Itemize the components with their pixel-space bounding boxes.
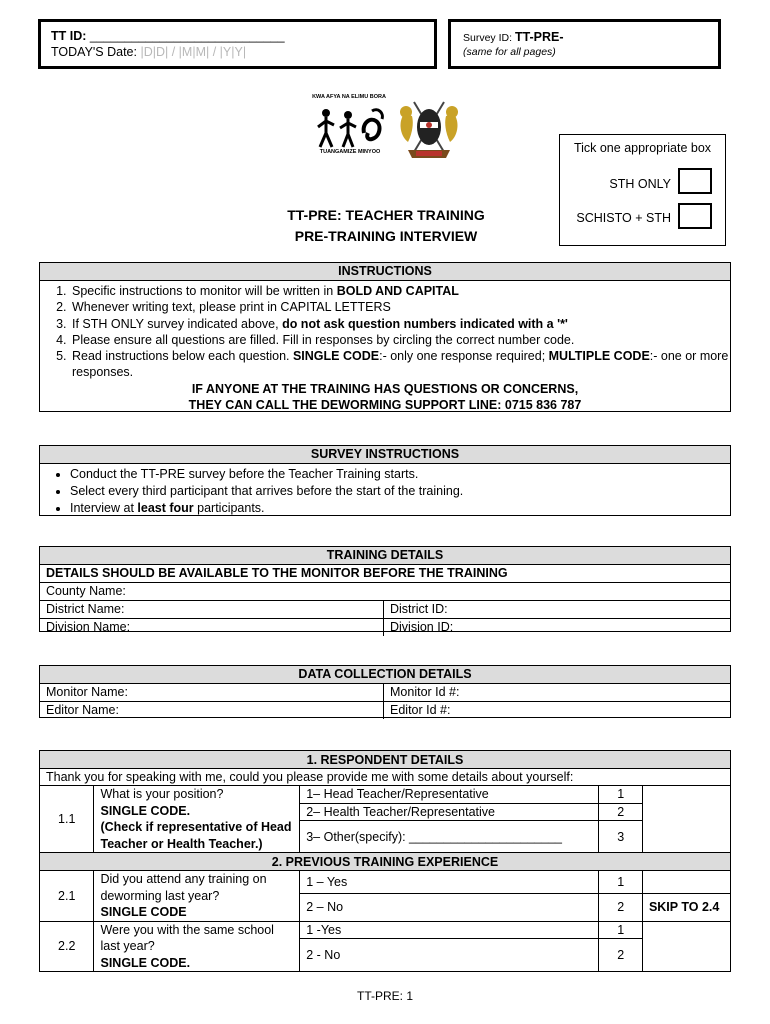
answer-option: 1– Head Teacher/Representative (300, 786, 599, 804)
instructions-section (39, 262, 731, 412)
question-number: 2.1 (40, 871, 94, 922)
editor-name-field[interactable]: Editor Name: (40, 702, 384, 719)
editor-row (40, 702, 730, 719)
coat-of-arms-icon (394, 94, 464, 160)
page-footer: TT-PRE: 1 (356, 989, 413, 1003)
question-2-2: Were you with the same school last year? SINGLE CODE. (94, 921, 300, 972)
question-number: 1.1 (40, 786, 94, 853)
date-label: TODAY'S Date: (51, 45, 137, 59)
answer-code[interactable]: 2 (599, 803, 643, 821)
answer-option: 1 -Yes (300, 921, 599, 939)
instruction-item: 4. Please ensure all questions are filled. Fill in responses by circling the correct number code. (70, 332, 730, 348)
survey-id-box (448, 19, 721, 69)
training-details-subheading: DETAILS SHOULD BE AVAILABLE TO THE MONITOR BEFORE THE TRAINING (46, 566, 508, 580)
skip-cell (642, 871, 730, 894)
notice-line-2: THEY CAN CALL THE DEWORMING SUPPORT LINE: 0715 836 787 (188, 398, 582, 413)
instruction-item: 5. Read instructions below each question. SINGLE CODE:- only one response required; MULTIPLE CODE:- one or more responses. (70, 348, 730, 381)
notice-line-1: IF ANYONE AT THE TRAINING HAS QUESTIONS OR CONCERNS, (191, 381, 579, 396)
deworming-figures-icon (312, 103, 388, 151)
answer-option: 2 - No (300, 939, 599, 972)
training-details-subheading-row (40, 565, 730, 583)
instruction-item: 3. If STH ONLY survey indicated above, do not ask question numbers indicated with a '*' (70, 316, 730, 332)
answer-code[interactable]: 1 (599, 871, 643, 894)
instructions-heading: INSTRUCTIONS (40, 263, 730, 281)
answer-code[interactable]: 1 (599, 786, 643, 804)
previous-training-heading: 2. PREVIOUS TRAINING EXPERIENCE (40, 853, 731, 871)
district-row (40, 601, 730, 619)
date-field[interactable]: |D|D| / |M|M| / |Y|Y| (140, 45, 247, 59)
option-schisto-sth-label: SCHISTO + STH (576, 211, 671, 225)
answer-code[interactable]: 1 (599, 921, 643, 939)
monitor-row (40, 684, 730, 702)
survey-id-value: TT-PRE- (514, 30, 564, 44)
support-line-notice (40, 381, 730, 414)
respondent-intro: Thank you for speaking with me, could you please provide me with some details about yourself: (40, 769, 731, 786)
answer-option: 2 – No (300, 893, 599, 921)
tt-id-label: TT ID: (51, 29, 87, 43)
survey-id-label: Survey ID: (463, 32, 513, 44)
schisto-sth-checkbox[interactable] (678, 203, 712, 229)
logo-bottom-text: TUANGAMIZE MINYOO (319, 149, 381, 155)
respondent-table (39, 750, 731, 972)
logos (312, 94, 466, 160)
page-title-line2: PRE-TRAINING INTERVIEW (294, 228, 478, 244)
county-row (40, 583, 730, 601)
question-number: 2.2 (40, 921, 94, 972)
survey-instructions-heading: SURVEY INSTRUCTIONS (40, 446, 730, 464)
answer-option: 2– Health Teacher/Representative (300, 803, 599, 821)
answer-code[interactable]: 3 (599, 821, 643, 853)
option-sth-only-label: STH ONLY (609, 177, 671, 191)
training-details-heading: TRAINING DETAILS (40, 547, 730, 565)
sth-only-checkbox[interactable] (678, 168, 712, 194)
survey-type-title: Tick one appropriate box (573, 141, 712, 155)
editor-id-field[interactable]: Editor Id #: (390, 703, 451, 717)
survey-instruction-item: • Interview at least four participants. (70, 500, 730, 517)
district-id-field[interactable]: District ID: (390, 602, 448, 616)
division-id-field[interactable]: Division ID: (390, 620, 454, 634)
monitor-name-field[interactable]: Monitor Name: (40, 684, 384, 701)
instruction-item: 1. Specific instructions to monitor will be written in BOLD AND CAPITAL (70, 283, 730, 299)
skip-instruction: SKIP TO 2.4 (642, 893, 730, 921)
page-title (236, 205, 536, 247)
skip-cell (642, 921, 730, 972)
survey-instructions-list (40, 466, 730, 517)
training-details-section (39, 546, 731, 632)
page-title-line1: TT-PRE: TEACHER TRAINING (287, 207, 485, 223)
county-name-field[interactable]: County Name: (46, 584, 126, 598)
instructions-list (40, 283, 730, 381)
survey-instructions-section (39, 445, 731, 516)
respondent-details-heading: 1. RESPONDENT DETAILS (40, 751, 731, 769)
survey-instruction-item: • Select every third participant that arrives before the start of the training. (70, 483, 730, 500)
logo-top-text: KWA AFYA NA ELIMU BORA (312, 94, 386, 100)
survey-id-note: (same for all pages) (463, 46, 556, 58)
data-collection-section (39, 665, 731, 718)
division-name-field[interactable]: Division Name: (40, 619, 384, 636)
question-2-1: Did you attend any training on deworming last year? SINGLE CODE (94, 871, 300, 922)
tt-id-field[interactable]: ____________________________ (89, 29, 285, 43)
data-collection-heading: DATA COLLECTION DETAILS (40, 666, 730, 684)
instruction-item: 2. Whenever writing text, please print in CAPITAL LETTERS (70, 299, 730, 315)
answer-option[interactable]: 3– Other(specify): ______________________ (300, 821, 599, 853)
survey-instruction-item: • Conduct the TT-PRE survey before the Teacher Training starts. (70, 466, 730, 483)
answer-code[interactable]: 2 (599, 893, 643, 921)
survey-type-box (559, 134, 726, 246)
division-row (40, 619, 730, 636)
tt-id-box (38, 19, 437, 69)
question-1-1: What is your position? SINGLE CODE. (Check if representative of Head Teacher or Health Teacher.) (94, 786, 300, 853)
skip-cell (642, 786, 730, 853)
district-name-field[interactable]: District Name: (40, 601, 384, 618)
monitor-id-field[interactable]: Monitor Id #: (390, 685, 460, 699)
answer-code[interactable]: 2 (599, 939, 643, 972)
answer-option: 1 – Yes (300, 871, 599, 894)
